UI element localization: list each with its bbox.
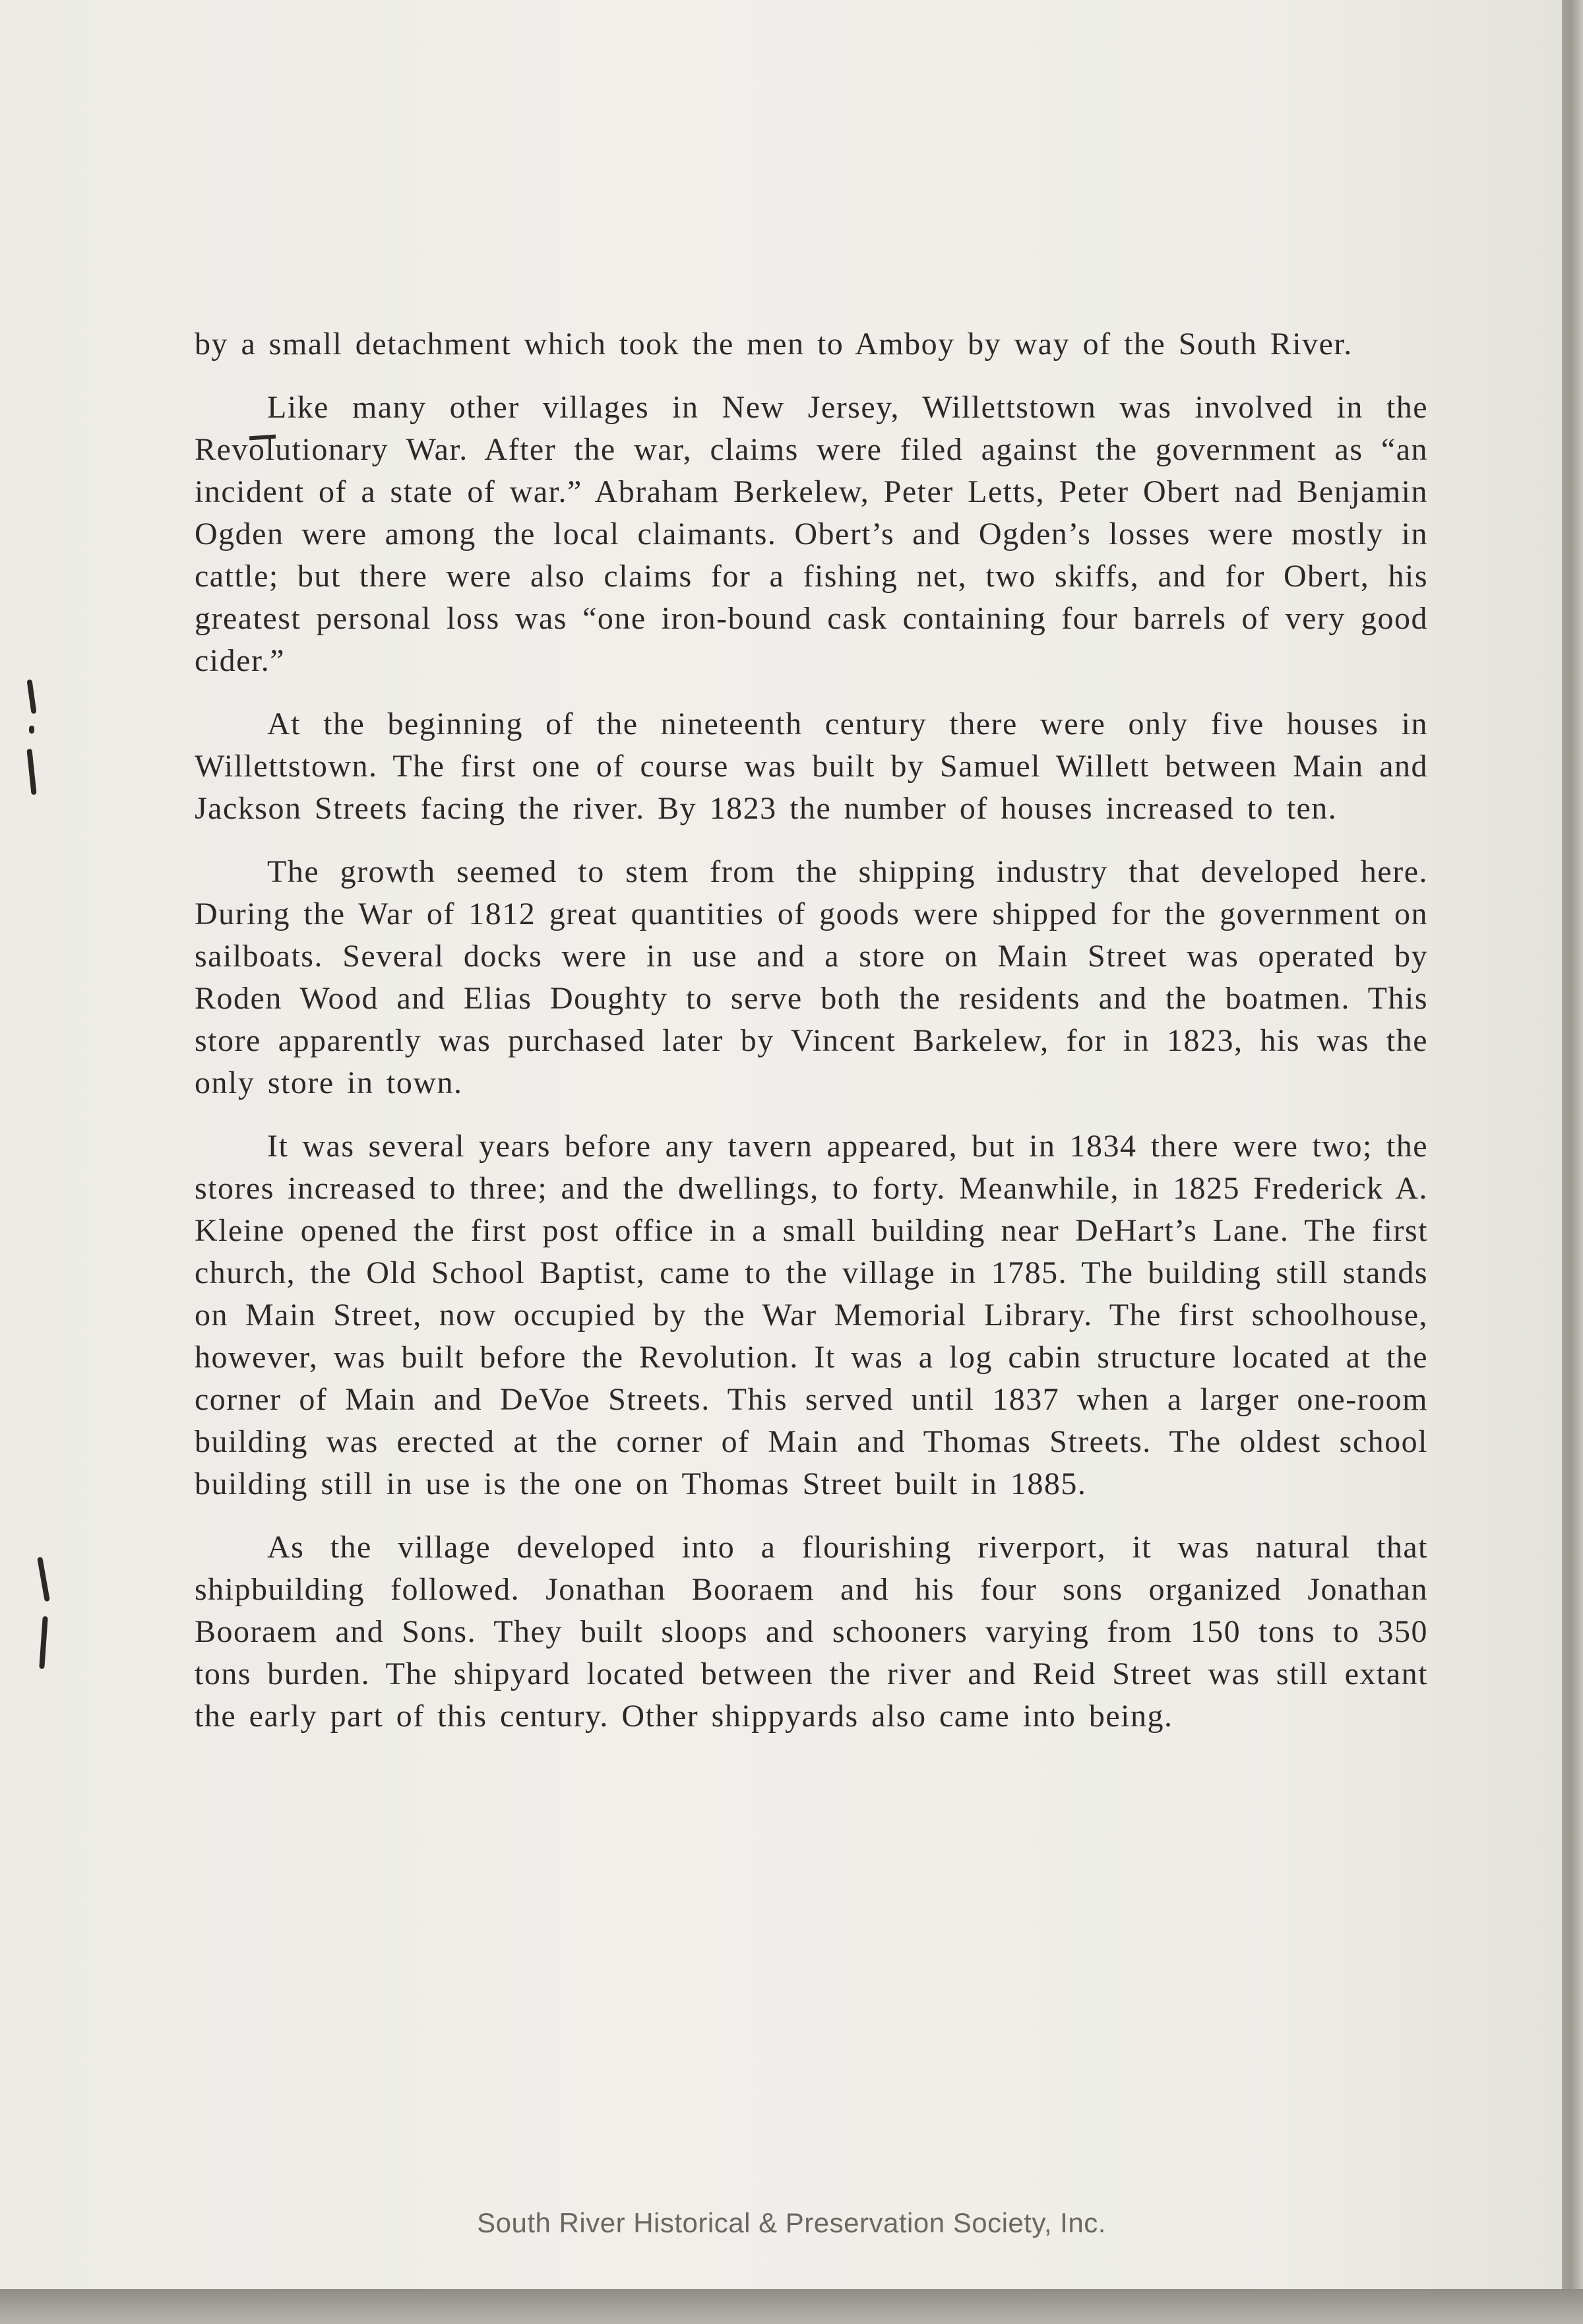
paragraph-6: As the village developed into a flourishing riverport, it was natural that shipbuilding followed. Jonathan Booraem and his four sons organized Jonathan Booraem and Sons. They built sloops and schooners varying from 150 tons to 350 tons burden. The shipyard located between the river and Reid Street was still extant the early part of this century. Other shippyards also came into being. bbox=[195, 1530, 1428, 1734]
paragraph-5: It was several years before any tavern appeared, but in 1834 there were two; the stores increased to three; and the dwellings, to forty. Meanwhile, in 1825 Frederick A. Kleine opened the first post office in a small building near DeHart’s Lane. The first church, the Old School Baptist, came to the village in 1785. The building still stands on Main Street, now occupied by the War Memorial Library. The first schoolhouse, however, was built before the Revolution. It was a log cabin structure located at the corner of Main and DeVoe Streets. This served until 1837 when a larger one-room building was erected at the corner of Main and Thomas Streets. The oldest school building still in use is the one on Thomas Street built in 1885. bbox=[195, 1129, 1428, 1501]
paragraph-4: The growth seemed to stem from the shipping industry that developed here. During the War of 1812 great quantities of goods were shipped for the government on sailboats. Several docks were in use and a store on Main Street was operated by Roden Wood and Elias Doughty to serve both the residents and the boatmen. This store apparently was purchased later by Vincent Barkelew, for in 1823, his was the only store in town. bbox=[195, 854, 1428, 1100]
page-edge bbox=[1562, 0, 1583, 2324]
paragraph-1: by a small detachment which took the men to Amboy by way of the South River. bbox=[195, 327, 1353, 361]
margin-mark-2 bbox=[29, 726, 34, 734]
paragraph-2: Like many other villages in New Jersey, Willettstown was involved in the Revolutionary War. After the war, claims were filed against the government as “an incident of a state of war.” Abraham Berkelew, Peter Letts, Peter Obert nad Benjamin Ogden were among the local claimants. Obert’s and Ogden’s losses were mostly in cattle; but there were also claims for a fishing net, two skiffs, and for Obert, his greatest personal loss was “one iron-bound cask containing four barrels of very good cider.” bbox=[195, 390, 1428, 678]
body-text bbox=[195, 323, 1428, 1759]
footer-watermark: South River Historical & Preservation Society, Inc. bbox=[477, 2207, 1106, 2238]
bottom-edge bbox=[0, 2289, 1583, 2324]
paragraph-3: At the beginning of the nineteenth century there were only five houses in Willettstown. The first one of course was built by Samuel Willett between Main and Jackson Streets facing the river. By 1823 the number of houses increased to ten. bbox=[195, 707, 1428, 826]
